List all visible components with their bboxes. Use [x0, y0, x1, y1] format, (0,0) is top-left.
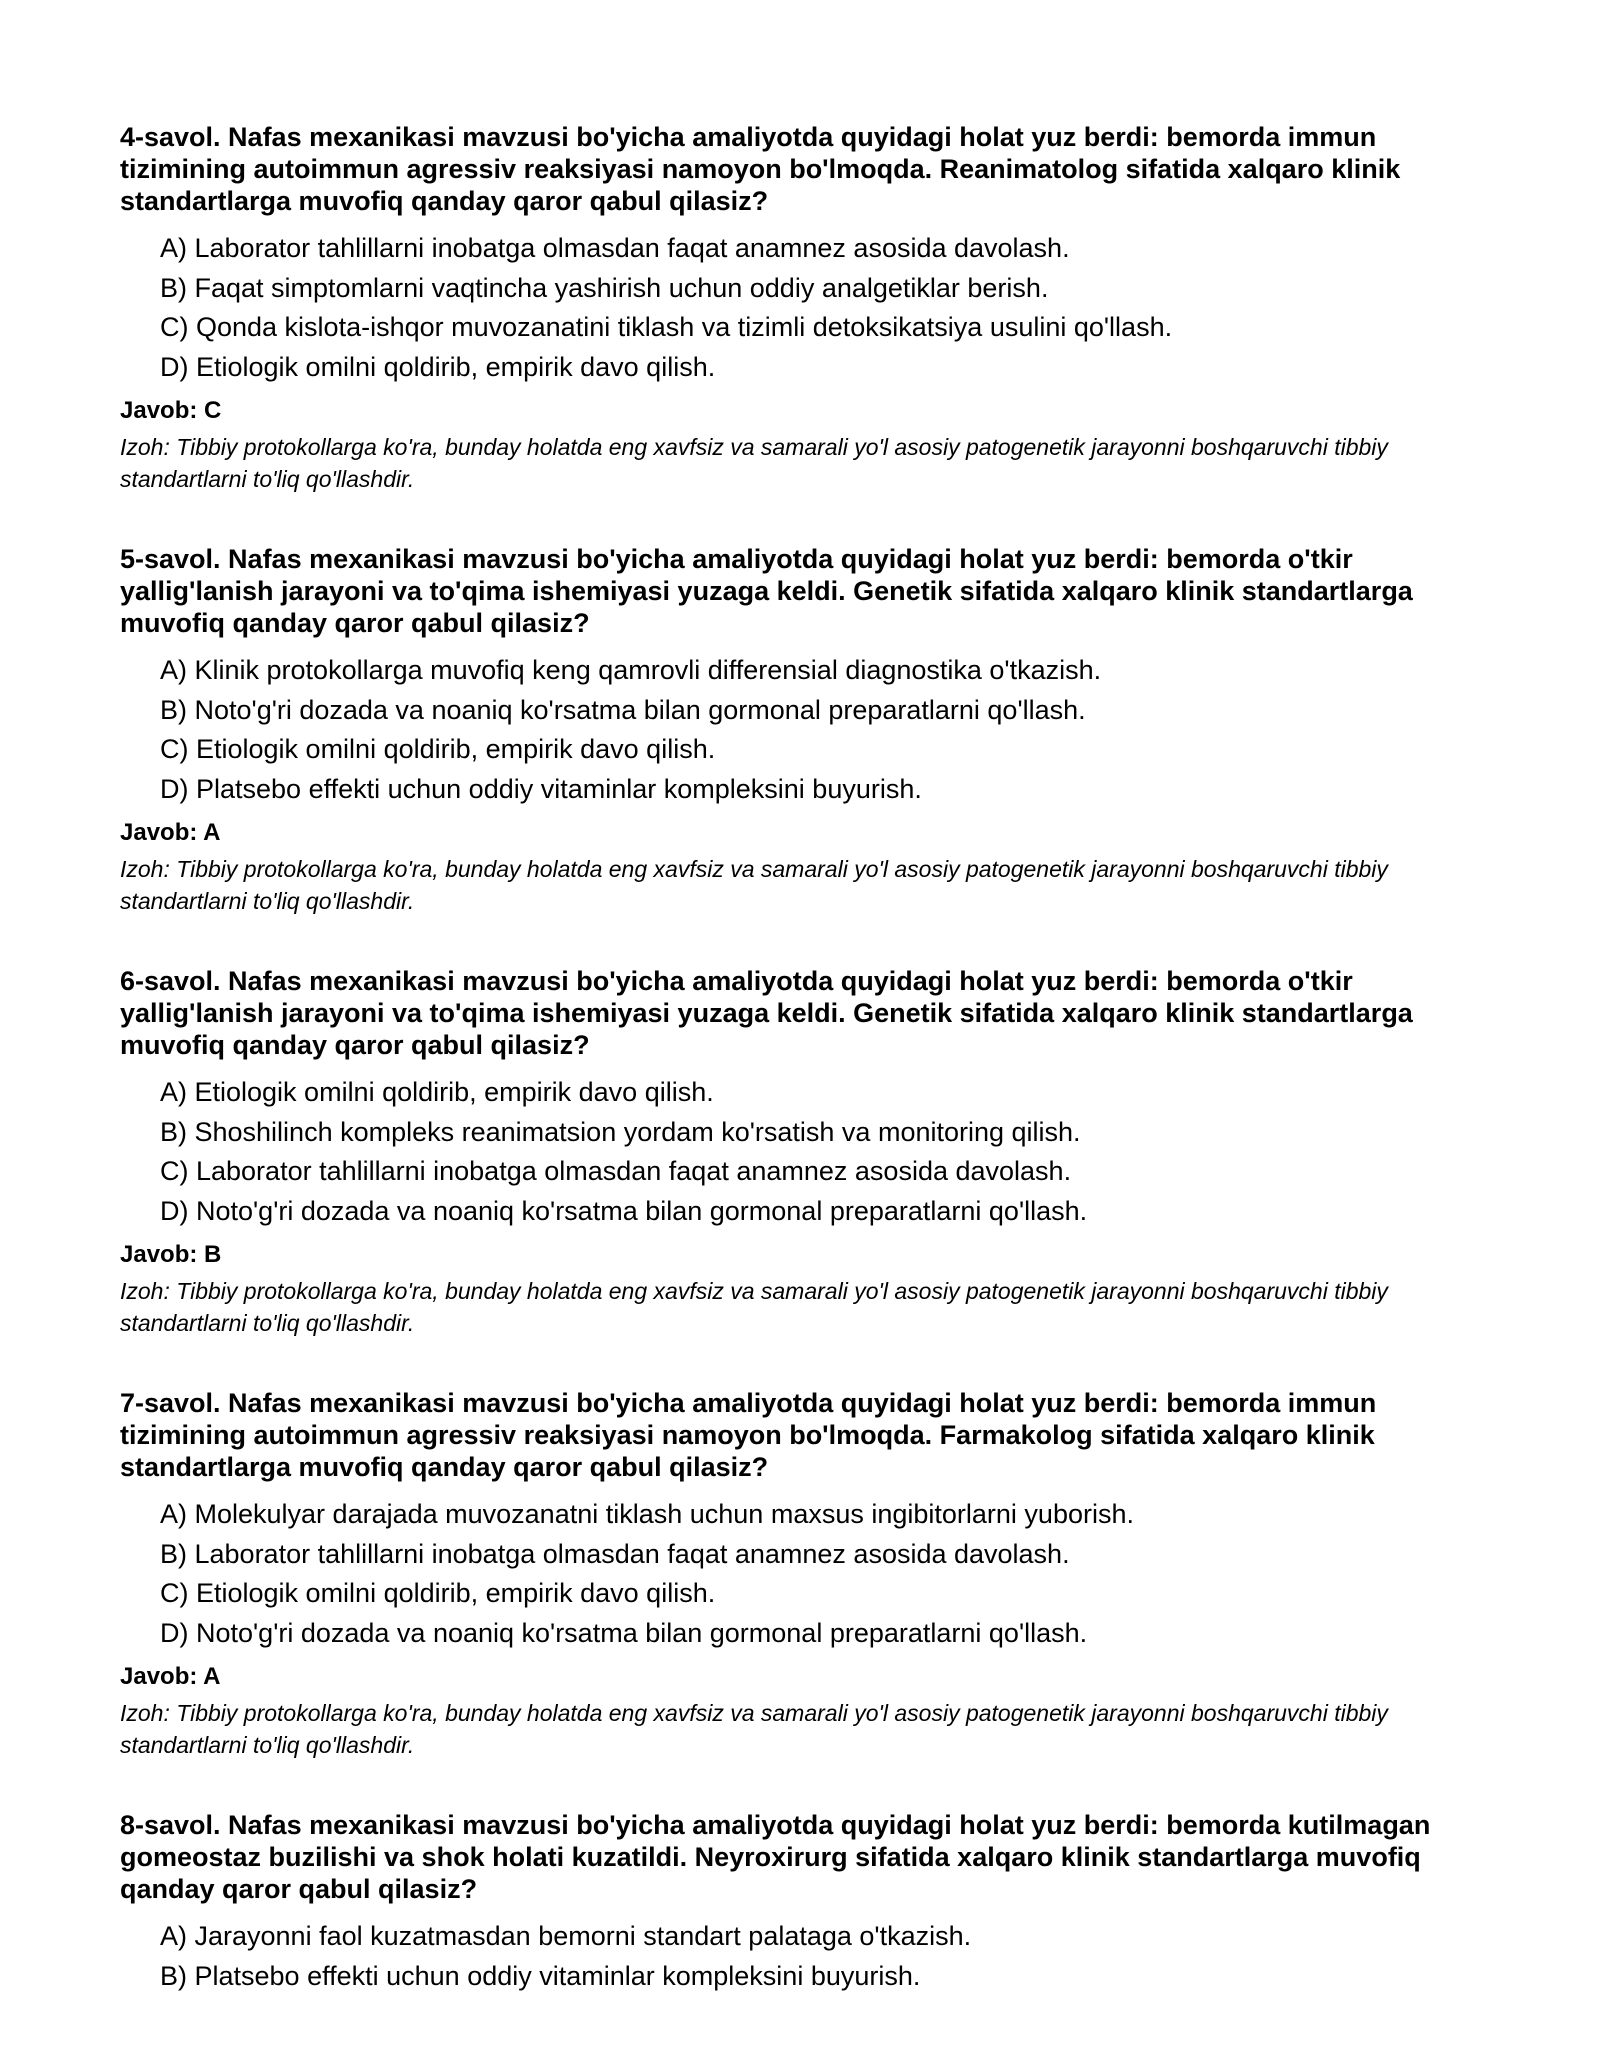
- explanation-note: Izoh: Tibbiy protokollarga ko'ra, bunday holatda eng xavfsiz va samarali yo'l asosiy patogenetik jarayonni boshqaruvchi tibbiy standartlarni to'liq qo'llashdir.: [120, 1700, 1388, 1758]
- question-title: 7-savol. Nafas mexanikasi mavzusi bo'yicha amaliyotda quyidagi holat yuz berdi: bemorda immun tizimining autoimmun agressiv reaksiyasi namoyon bo'lmoqda. Farmakolog sifatida xalqaro klinik standartlarga muvofiq qanday qaror qabul qilasiz?: [120, 1388, 1377, 1482]
- option-c: C) Etiologik omilni qoldirib, empirik davo qilish.: [160, 1578, 716, 1608]
- option-d: D) Etiologik omilni qoldirib, empirik davo qilish.: [160, 351, 716, 382]
- question-8: [120, 1809, 1500, 1996]
- option-c: C) Laborator tahlillarni inobatga olmasdan faqat anamnez asosida davolash.: [160, 1156, 1072, 1186]
- option-c: C) Qonda kislota-ishqor muvozanatini tiklash va tizimli detoksikatsiya usulini qo'llash.: [160, 312, 1173, 342]
- question-title: 5-savol. Nafas mexanikasi mavzusi bo'yicha amaliyotda quyidagi holat yuz berdi: bemorda o'tkir yallig'lanish jarayoni va to'qima ishemiyasi yuzaga keldi. Genetik sifatida xalqaro klinik standartlarga muvofiq qanday qaror qabul qilasiz?: [120, 544, 1413, 638]
- answer-label: Javob: C: [120, 397, 222, 424]
- option-a: A) Etiologik omilni qoldirib, empirik davo qilish.: [160, 1077, 714, 1107]
- option-a: A) Molekulyar darajada muvozanatni tiklash uchun maxsus ingibitorlarni yuborish.: [160, 1499, 1134, 1529]
- option-b: B) Platsebo effekti uchun oddiy vitaminlar kompleksini buyurish.: [160, 1960, 921, 1991]
- question-7: [120, 1387, 1500, 1761]
- option-d: D) Platsebo effekti uchun oddiy vitaminlar kompleksini buyurish.: [160, 773, 922, 804]
- document-page: [120, 121, 1500, 2044]
- question-5: [120, 543, 1500, 917]
- option-b: B) Shoshilinch kompleks reanimatsion yordam ko'rsatish va monitoring qilish.: [160, 1116, 1081, 1147]
- option-b: B) Laborator tahlillarni inobatga olmasdan faqat anamnez asosida davolash.: [160, 1538, 1070, 1569]
- option-b: B) Noto'g'ri dozada va noaniq ko'rsatma bilan gormonal preparatlarni qo'llash.: [160, 694, 1086, 725]
- option-c: C) Etiologik omilni qoldirib, empirik davo qilish.: [160, 734, 716, 764]
- option-d: D) Noto'g'ri dozada va noaniq ko'rsatma bilan gormonal preparatlarni qo'llash.: [160, 1617, 1088, 1648]
- question-title: 8-savol. Nafas mexanikasi mavzusi bo'yicha amaliyotda quyidagi holat yuz berdi: bemorda kutilmagan gomeostaz buzilishi va shok holati kuzatildi. Neyroxirurg sifatida xalqaro klinik standartlarga muvofiq qanday qaror qabul qilasiz?: [120, 1810, 1431, 1904]
- option-a: A) Laborator tahlillarni inobatga olmasdan faqat anamnez asosida davolash.: [160, 233, 1070, 263]
- question-6: [120, 965, 1500, 1339]
- option-b: B) Faqat simptomlarni vaqtincha yashirish uchun oddiy analgetiklar berish.: [160, 272, 1049, 303]
- explanation-note: Izoh: Tibbiy protokollarga ko'ra, bunday holatda eng xavfsiz va samarali yo'l asosiy patogenetik jarayonni boshqaruvchi tibbiy standartlarni to'liq qo'llashdir.: [120, 434, 1388, 492]
- options-list: [120, 229, 1500, 387]
- answer-label: Javob: A: [120, 1663, 221, 1690]
- answer-label: Javob: A: [120, 819, 221, 846]
- answer-label: Javob: B: [120, 1241, 222, 1268]
- question-4: [120, 121, 1500, 495]
- explanation-note: Izoh: Tibbiy protokollarga ko'ra, bunday holatda eng xavfsiz va samarali yo'l asosiy patogenetik jarayonni boshqaruvchi tibbiy standartlarni to'liq qo'llashdir.: [120, 1278, 1388, 1336]
- options-list: [120, 1917, 1500, 1996]
- question-title: 6-savol. Nafas mexanikasi mavzusi bo'yicha amaliyotda quyidagi holat yuz berdi: bemorda o'tkir yallig'lanish jarayoni va to'qima ishemiyasi yuzaga keldi. Genetik sifatida xalqaro klinik standartlarga muvofiq qanday qaror qabul qilasiz?: [120, 966, 1413, 1060]
- option-a: A) Jarayonni faol kuzatmasdan bemorni standart palataga o'tkazish.: [160, 1921, 972, 1951]
- explanation-note: Izoh: Tibbiy protokollarga ko'ra, bunday holatda eng xavfsiz va samarali yo'l asosiy patogenetik jarayonni boshqaruvchi tibbiy standartlarni to'liq qo'llashdir.: [120, 856, 1388, 914]
- question-title: 4-savol. Nafas mexanikasi mavzusi bo'yicha amaliyotda quyidagi holat yuz berdi: bemorda immun tizimining autoimmun agressiv reaksiyasi namoyon bo'lmoqda. Reanimatolog sifatida xalqaro klinik standartlarga muvofiq qanday qaror qabul qilasiz?: [120, 122, 1401, 216]
- options-list: [120, 651, 1500, 809]
- options-list: [120, 1073, 1500, 1231]
- options-list: [120, 1495, 1500, 1653]
- option-a: A) Klinik protokollarga muvofiq keng qamrovli differensial diagnostika o'tkazish.: [160, 655, 1102, 685]
- option-d: D) Noto'g'ri dozada va noaniq ko'rsatma bilan gormonal preparatlarni qo'llash.: [160, 1195, 1088, 1226]
